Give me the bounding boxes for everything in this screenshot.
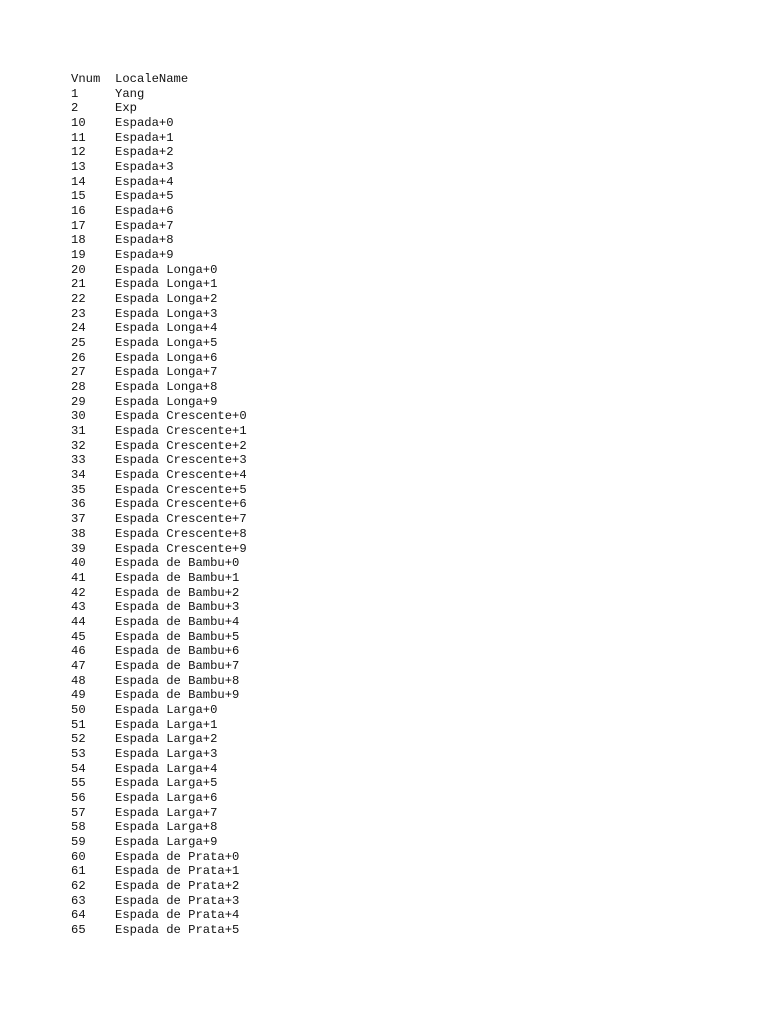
table-row [71,923,247,938]
vnum-cell: 57 [71,805,86,820]
table-row [71,776,247,791]
locale-name-cell: Espada+7 [115,218,174,233]
locale-name-cell: Espada Larga+5 [115,776,218,791]
vnum-cell: 53 [71,746,86,761]
locale-name-cell: Espada de Bambu+1 [115,570,240,585]
table-row [71,718,247,733]
table-row [71,439,247,454]
table-row [71,395,247,410]
locale-name-cell: Espada Crescente+5 [115,482,247,497]
table-row [71,806,247,821]
vnum-cell: 64 [71,908,86,923]
vnum-cell: 65 [71,922,86,937]
locale-name-cell: Espada Larga+3 [115,746,218,761]
table-row [71,483,247,498]
locale-name-cell: Espada Crescente+4 [115,468,247,483]
locale-name-cell: Espada Larga+7 [115,805,218,820]
vnum-cell: 60 [71,849,86,864]
vnum-cell: 44 [71,614,86,629]
table-row [71,365,247,380]
locale-name-cell: Espada Crescente+7 [115,512,247,527]
table-row [71,820,247,835]
vnum-cell: 30 [71,409,86,424]
locale-name-cell: Espada Larga+6 [115,790,218,805]
vnum-cell: 29 [71,394,86,409]
locale-name-cell: Espada Larga+9 [115,834,218,849]
locale-name-cell: Espada+1 [115,130,174,145]
vnum-cell: 49 [71,688,86,703]
table-row [71,762,247,777]
locale-name-cell: Espada+3 [115,160,174,175]
locale-name-cell: Espada de Bambu+5 [115,629,240,644]
vnum-cell: 21 [71,277,86,292]
vnum-cell: 32 [71,438,86,453]
vnum-cell: 46 [71,644,86,659]
table-row [71,204,247,219]
locale-name-cell: Espada Longa+7 [115,365,218,380]
locale-name-cell: Espada de Bambu+3 [115,600,240,615]
table-header-row [71,72,247,87]
table-row [71,703,247,718]
vnum-cell: 38 [71,526,86,541]
vnum-cell: 51 [71,717,86,732]
locale-name-cell: Espada Longa+2 [115,292,218,307]
locale-name-cell: Espada Longa+1 [115,277,218,292]
table-row [71,116,247,131]
vnum-cell: 34 [71,468,86,483]
table-row [71,644,247,659]
locale-name-cell: Espada+4 [115,174,174,189]
vnum-cell: 55 [71,776,86,791]
table-row [71,233,247,248]
table-row [71,615,247,630]
vnum-cell: 13 [71,160,86,175]
table-row [71,160,247,175]
vnum-cell: 59 [71,834,86,849]
locale-name-cell: Espada Larga+8 [115,820,218,835]
table-row [71,586,247,601]
table-row [71,688,247,703]
locale-name-cell: Espada de Bambu+0 [115,556,240,571]
vnum-cell: 47 [71,658,86,673]
locale-name-cell: Espada Longa+8 [115,380,218,395]
table-row [71,908,247,923]
vnum-cell: 45 [71,629,86,644]
table-row [71,630,247,645]
vnum-cell: 25 [71,336,86,351]
locale-name-cell: Espada Longa+4 [115,321,218,336]
vnum-cell: 43 [71,600,86,615]
table-row [71,600,247,615]
vnum-cell: 63 [71,893,86,908]
locale-name-cell: Espada de Prata+4 [115,908,240,923]
locale-name-cell: Espada de Bambu+4 [115,614,240,629]
vnum-cell: 11 [71,130,86,145]
table-row [71,850,247,865]
vnum-cell: 52 [71,732,86,747]
locale-name-cell: Espada de Bambu+9 [115,688,240,703]
vnum-cell: 18 [71,233,86,248]
locale-name-cell: Espada Crescente+0 [115,409,247,424]
locale-name-cell: Espada de Bambu+2 [115,585,240,600]
vnum-cell: 23 [71,306,86,321]
table-row [71,732,247,747]
locale-name-cell: Yang [115,86,145,101]
locale-name-cell: Espada de Bambu+7 [115,658,240,673]
locale-name-cell: Exp [115,101,137,116]
vnum-column-header: Vnum [71,72,101,86]
locale-name-cell: Espada+2 [115,145,174,160]
locale-name-cell: Espada Crescente+9 [115,541,247,556]
locale-name-cell: Espada Crescente+6 [115,497,247,512]
table-row [71,835,247,850]
locale-name-cell: Espada de Prata+2 [115,878,240,893]
vnum-cell: 56 [71,790,86,805]
table-row [71,571,247,586]
table-row [71,512,247,527]
locale-name-column-header: LocaleName [115,72,189,86]
vnum-cell: 28 [71,380,86,395]
locale-name-cell: Espada+6 [115,204,174,219]
table-row [71,409,247,424]
locale-name-cell: Espada Crescente+1 [115,424,247,439]
vnum-cell: 27 [71,365,86,380]
table-row [71,87,247,102]
table-row [71,189,247,204]
table-row [71,864,247,879]
table-row [71,380,247,395]
vnum-cell: 58 [71,820,86,835]
vnum-cell: 14 [71,174,86,189]
locale-name-cell: Espada+5 [115,189,174,204]
locale-name-cell: Espada+8 [115,233,174,248]
vnum-cell: 22 [71,292,86,307]
locale-name-cell: Espada de Bambu+8 [115,673,240,688]
locale-name-cell: Espada de Prata+1 [115,864,240,879]
table-row [71,556,247,571]
table-row [71,277,247,292]
vnum-cell: 1 [71,86,79,101]
vnum-cell: 31 [71,424,86,439]
table-row [71,101,247,116]
table-row [71,424,247,439]
table-row [71,453,247,468]
table-body [71,87,247,938]
vnum-cell: 20 [71,262,86,277]
vnum-cell: 39 [71,541,86,556]
vnum-cell: 61 [71,864,86,879]
locale-name-cell: Espada de Prata+3 [115,893,240,908]
locale-name-cell: Espada Longa+6 [115,350,218,365]
table-row [71,527,247,542]
locale-name-cell: Espada Crescente+3 [115,453,247,468]
locale-name-cell: Espada Longa+5 [115,336,218,351]
table-row [71,747,247,762]
table-row [71,674,247,689]
vnum-cell: 17 [71,218,86,233]
locale-name-cell: Espada Crescente+8 [115,526,247,541]
vnum-cell: 50 [71,702,86,717]
table-row [71,879,247,894]
vnum-cell: 54 [71,761,86,776]
vnum-cell: 35 [71,482,86,497]
locale-name-cell: Espada Crescente+2 [115,438,247,453]
locale-name-cell: Espada Larga+1 [115,717,218,732]
locale-name-cell: Espada Longa+3 [115,306,218,321]
locale-name-cell: Espada Larga+2 [115,732,218,747]
table-row [71,497,247,512]
table-row [71,894,247,909]
vnum-cell: 40 [71,556,86,571]
locale-name-cell: Espada Longa+0 [115,262,218,277]
vnum-cell: 24 [71,321,86,336]
table-row [71,219,247,234]
vnum-cell: 42 [71,585,86,600]
vnum-cell: 36 [71,497,86,512]
vnum-cell: 48 [71,673,86,688]
vnum-cell: 33 [71,453,86,468]
vnum-cell: 10 [71,116,86,131]
vnum-cell: 16 [71,204,86,219]
table-row [71,292,247,307]
table-row [71,248,247,263]
table-row [71,791,247,806]
vnum-cell: 26 [71,350,86,365]
vnum-cell: 37 [71,512,86,527]
table-row [71,542,247,557]
vnum-cell: 15 [71,189,86,204]
locale-name-cell: Espada Longa+9 [115,394,218,409]
table-row [71,263,247,278]
locale-name-cell: Espada de Prata+0 [115,849,240,864]
table-row [71,351,247,366]
locale-name-cell: Espada de Prata+5 [115,922,240,937]
locale-name-cell: Espada Larga+0 [115,702,218,717]
vnum-cell: 19 [71,248,86,263]
table-row [71,336,247,351]
table-row [71,468,247,483]
table-row [71,175,247,190]
table-row [71,131,247,146]
vnum-cell: 2 [71,101,79,116]
locale-name-cell: Espada+0 [115,116,174,131]
locale-name-cell: Espada de Bambu+6 [115,644,240,659]
vnum-cell: 62 [71,878,86,893]
table-row [71,145,247,160]
table-row [71,321,247,336]
item-name-table [71,72,247,938]
table-row [71,659,247,674]
vnum-cell: 41 [71,570,86,585]
locale-name-cell: Espada+9 [115,248,174,263]
table-row [71,307,247,322]
vnum-cell: 12 [71,145,86,160]
locale-name-cell: Espada Larga+4 [115,761,218,776]
